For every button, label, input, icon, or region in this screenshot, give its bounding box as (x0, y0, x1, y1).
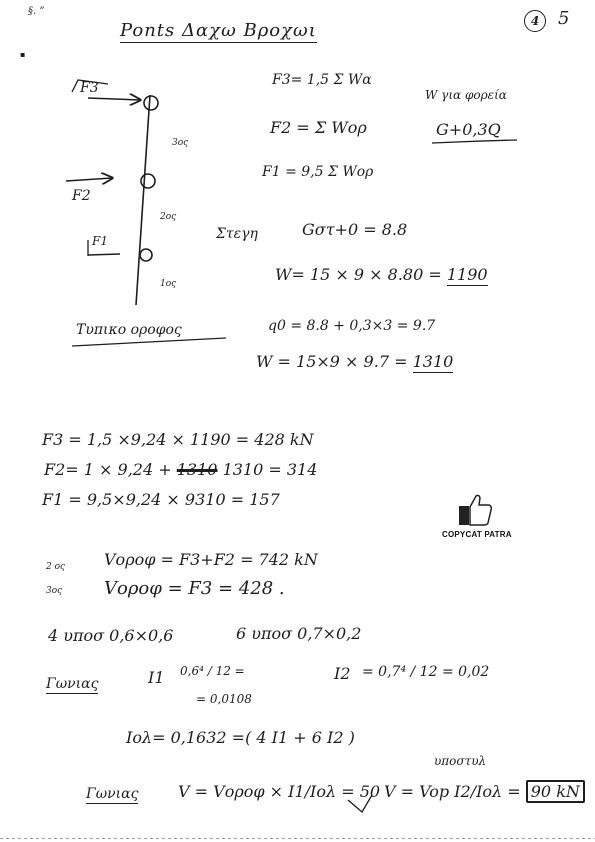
node-2 (141, 174, 155, 188)
shear-v3: Vοροφ = F3 = 428 . (104, 578, 285, 599)
w1-text: W= 15 × 9 × 8.80 = (275, 265, 442, 284)
label-f3: F3 (80, 80, 99, 96)
formula-f2: F2 = Σ Wορ (270, 118, 367, 137)
formula-f1: F1 = 9,5 Σ Wορ (262, 164, 374, 180)
logo-text: COPYCAT PATRA (442, 530, 512, 539)
calc-f2 (44, 460, 317, 479)
i1-lhs: I1 (148, 668, 165, 687)
final-v2-value: 90 kN (526, 780, 585, 803)
q0-formula: q0 = 8.8 + 0,3×3 = 9.7 (268, 318, 436, 334)
w1-value: 1190 (446, 265, 488, 284)
scan-bottom-edge (0, 838, 595, 839)
label-f1: F1 (92, 234, 108, 248)
header-marks: §. ” (28, 6, 45, 17)
page-number-circled: 4 (524, 10, 546, 32)
i1-fraction: 0,6⁴ / 12 = (180, 664, 245, 678)
typical-floor-label: Τυπικο οροφος (76, 322, 182, 338)
formula-f3: F3= 1,5 Σ Wα (272, 72, 372, 88)
calc-f3: F3 = 1,5 ×9,24 × 1190 = 428 kN (42, 430, 314, 449)
typical-floor-underline (72, 338, 226, 346)
label-f2: F2 (72, 188, 91, 204)
final-v1: V = Vοροφ × I1/Iολ = 50 (178, 782, 381, 801)
arrow-f1 (88, 254, 120, 255)
w-formula-underline (432, 140, 517, 143)
floor-3-label: 3ος (46, 586, 63, 596)
w2-value: 1310 (412, 352, 454, 371)
i2-fraction: = 0,7⁴ / 12 = 0,02 (362, 664, 490, 680)
gonias-label: Γωνιας (46, 676, 99, 692)
final-v2 (384, 782, 585, 801)
final-gonias-label: Γωνιας (86, 786, 139, 802)
node-3 (144, 96, 158, 110)
header-dot: ▪ (20, 50, 26, 59)
label-level-2: 2ος (160, 212, 177, 222)
w-note: W για φορεία (425, 88, 507, 102)
i1-result: = 0,0108 (196, 692, 252, 706)
stegi-label: Στεγη (216, 226, 258, 242)
stegi-formula: Gστ+0 = 8.8 (302, 220, 408, 239)
label-level-1: 1ος (160, 279, 177, 289)
thumbs-up-icon (458, 493, 494, 527)
itot-formula: Iολ= 0,1632 =( 4 I1 + 6 I2 ) (126, 728, 355, 747)
w2-formula (256, 352, 453, 371)
i2-lhs: I2 (334, 664, 351, 683)
page-title: Ponts Δαχω Βροχωι (120, 20, 317, 41)
w-formula: G+0,3Q (436, 120, 501, 139)
shear-v2: Vοροφ = F3+F2 = 742 kN (104, 550, 318, 569)
page-number: 5 (558, 8, 570, 29)
w2-text: W = 15×9 × 9.7 = (256, 352, 408, 371)
calc-f2-start: F2= 1 × 9,24 + (44, 460, 172, 479)
columns-heading-a: 4 υποσ 0,6×0,6 (48, 626, 174, 645)
arrow-f3 (88, 98, 140, 100)
final-v2-start: V = Vop I2/Iολ = (384, 782, 521, 801)
columns-heading-b: 6 υποσ 0,7×0,2 (236, 624, 362, 643)
floor-2-label: 2 ος (46, 562, 66, 572)
final-note: υποστυλ (434, 754, 487, 768)
label-level-3: 3ος (172, 138, 189, 148)
w1-formula (275, 265, 488, 284)
calc-f2-end: 1310 = 314 (222, 460, 318, 479)
calc-f1: F1 = 9,5×9,24 × 9310 = 157 (42, 490, 280, 509)
arrow-f2 (66, 178, 112, 181)
node-1 (140, 249, 152, 261)
calc-f2-struck: 1310 (176, 460, 218, 479)
column-line (136, 95, 150, 305)
